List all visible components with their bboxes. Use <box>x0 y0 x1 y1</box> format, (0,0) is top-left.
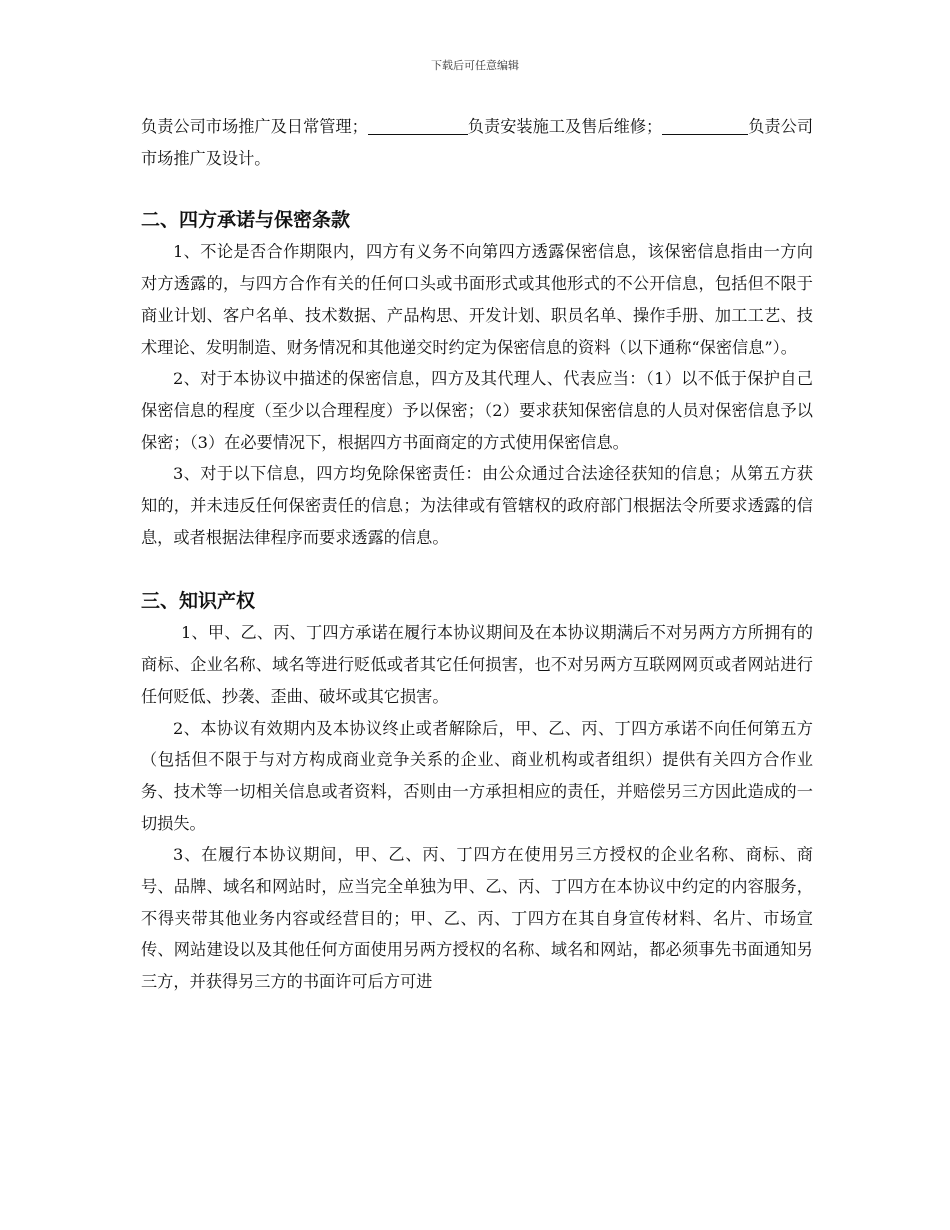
section-3-paragraph-2: 2、本协议有效期内及本协议终止或者解除后，甲、乙、丙、丁四方承诺不向任何第五方（包括但不限于与对方构成商业竞争关系的企业、商业机构或者组织）提供有关四方合作业务、技术等一切相关信息或者资料，否则由一方承担相应的责任，并赔偿另三方因此造成的一切损失。 <box>141 718 813 833</box>
blank-line-2 <box>662 116 748 135</box>
intro-paragraph <box>141 111 813 174</box>
section-2-title: 二、四方承诺与保密条款 <box>141 209 351 232</box>
page-header: 下载后可任意编辑 <box>431 59 519 72</box>
document-body <box>141 111 813 998</box>
section-2-paragraph-3: 3、对于以下信息，四方均免除保密责任：由公众通过合法途径获知的信息；从第五方获知的，并未违反任何保密责任的信息；为法律或有管辖权的政府部门根据法令所要求透露的信息，或者根据法律程序而要求透露的信息。 <box>141 464 813 547</box>
intro-part-1: 负责公司市场推广及日常管理； <box>141 117 368 136</box>
section-2-paragraph-2: 2、对于本协议中描述的保密信息，四方及其代理人、代表应当：（1）以不低于保护自己保密信息的程度（至少以合理程度）予以保密；（2）要求获知保密信息的人员对保密信息予以保密；（3）在必要情况下，根据四方书面商定的方式使用保密信息。 <box>141 369 813 452</box>
blank-line-1 <box>368 116 468 135</box>
section-2-paragraph-1: 1、不论是否合作期限内，四方有义务不向第四方透露保密信息，该保密信息指由一方向对方透露的，与四方合作有关的任何口头或书面形式或其他形式的不公开信息，包括但不限于商业计划、客户名单、技术数据、产品构思、开发计划、职员名单、操作手册、加工工艺、技术理论、发明制造、财务情况和其他递交时约定为保密信息的资料（以下通称“保密信息”）。 <box>141 242 813 357</box>
intro-part-2: 负责安装施工及售后维修； <box>467 117 663 136</box>
section-3-paragraph-1: 1、甲、乙、丙、丁四方承诺在履行本协议期间及在本协议期满后不对另两方方所拥有的商标、企业名称、域名等进行贬低或者其它任何损害，也不对另两方互联网网页或者网站进行任何贬低、抄袭、歪曲、破坏或其它损害。 <box>141 623 813 706</box>
section-3-paragraph-3: 3、在履行本协议期间，甲、乙、丙、丁四方在使用另三方授权的企业名称、商标、商号、品牌、域名和网站时，应当完全单独为甲、乙、丙、丁四方在本协议中约定的内容服务，不得夹带其他业务内容或经营目的；甲、乙、丙、丁四方在其自身宣传材料、名片、市场宣传、网站建设以及其他任何方面使用另两方授权的名称、域名和网站，都必须事先书面通知另三方，并获得另三方的书面许可后方可进 <box>141 845 813 992</box>
section-3-title: 三、知识产权 <box>141 590 256 613</box>
intro-part-3: 负责公司市场推广及设计。 <box>141 117 814 168</box>
